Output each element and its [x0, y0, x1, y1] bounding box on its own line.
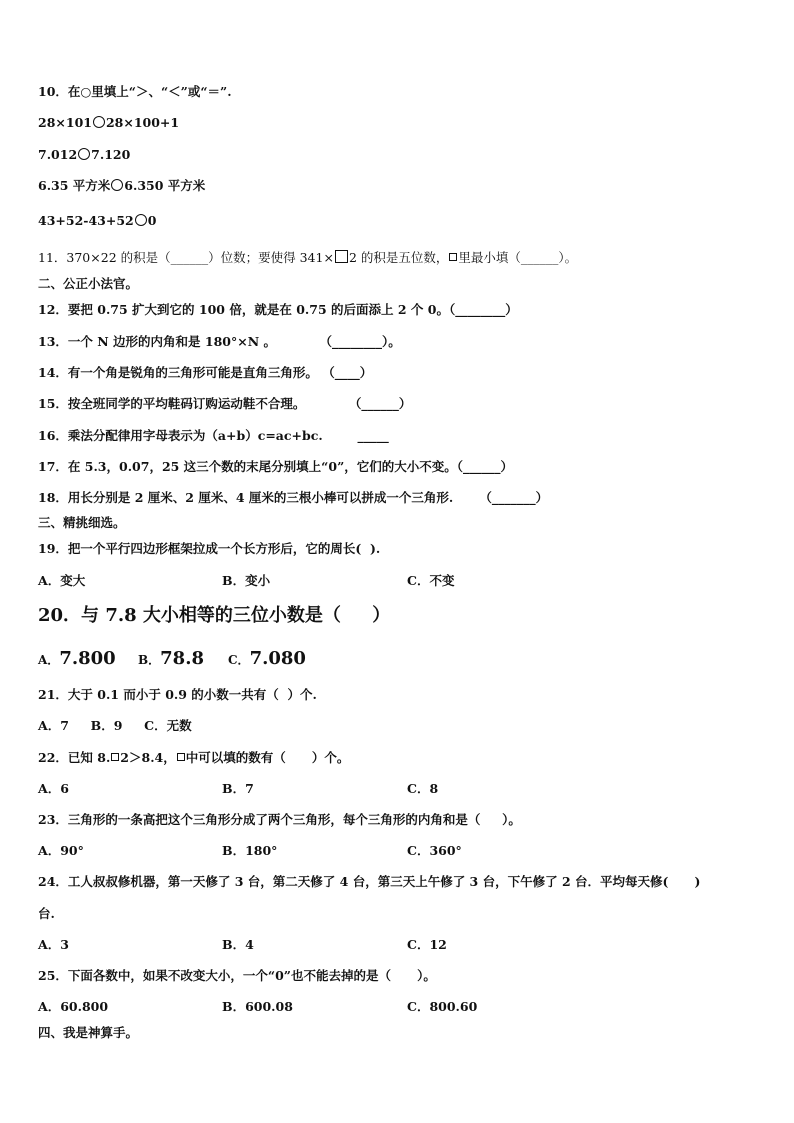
q11-part2: 2 的积是五位数， [348, 250, 449, 265]
question-22-stem [38, 750, 349, 766]
option-label: A． [38, 653, 60, 667]
option-b: B．600.08 [222, 999, 293, 1014]
question-21-stem: 21．大于 0.1 而小于 0.9 的小数一共有（ ）个. [38, 687, 317, 702]
small-square-icon [111, 753, 119, 761]
option-b: B．变小 [222, 573, 271, 588]
option-c: C．360° [407, 843, 462, 858]
question-10-stem: 10．在○里填上“＞、“＜”或“＝”. [38, 84, 232, 99]
question-24-stem-cont: 台. [38, 906, 55, 921]
q20-text: 20．与 7.8 大小相等的三位小数是（ ） [38, 605, 391, 626]
option-b [138, 648, 204, 671]
compare-right: 6.350 平方米 [124, 178, 206, 193]
option-label: C． [228, 653, 250, 667]
compare-left: 43+52-43+52 [38, 213, 134, 228]
q22-part1: 22．已知 8. [38, 750, 111, 765]
question-12: 12．要把 0.75 扩大到它的 100 倍，就是在 0.75 的后面添上 2 个 0。（________） [38, 302, 518, 317]
option-a: A．90° [38, 843, 84, 858]
compare-circle-icon [93, 116, 105, 128]
q22-part2: 2＞8.4， [120, 750, 176, 765]
question-24-stem: 24．工人叔叔修机器，第一天修了 3 台，第二天修了 4 台，第三天上午修了 3 台，下午修了 2 台．平均每天修( ) [38, 874, 701, 889]
question-17: 17．在 5.3，0.07，25 这三个数的末尾分别填上“0”，它们的大小不变。（______） [38, 459, 514, 474]
question-16: 16．乘法分配律用字母表示为（a+b）c=ac+bc. _____ [38, 428, 389, 443]
option-c: C．8 [407, 781, 439, 796]
question-15: 15．按全班同学的平均鞋码订购运动鞋不合理。 （______） [38, 396, 412, 411]
compare-left: 7.012 [38, 147, 78, 162]
question-11 [38, 250, 577, 266]
question-14: 14．有一个角是锐角的三角形可能是直角三角形。 （____） [38, 365, 373, 380]
option-a [38, 648, 116, 671]
question-19-stem: 19．把一个平行四边形框架拉成一个长方形后，它的周长( ). [38, 541, 381, 556]
question-13: 13．一个 N 边形的内角和是 180°×N 。 （________）。 [38, 334, 401, 349]
question-20-stem [38, 605, 390, 628]
section-2-heading: 二、公正小法官。 [38, 276, 139, 291]
option-c: C．12 [407, 937, 447, 952]
compare-item-2 [38, 147, 130, 163]
option-value: 78.8 [160, 648, 204, 669]
q22-part3: 中可以填的数有（ ）个。 [185, 750, 350, 765]
option-b: B．4 [222, 937, 254, 952]
option-a: A．变大 [38, 573, 86, 588]
option-c [228, 648, 306, 671]
option-value: 7.080 [249, 648, 306, 669]
option-b: B．7 [222, 781, 254, 796]
compare-right: 0 [147, 213, 157, 228]
question-18: 18．用长分别是 2 厘米、2 厘米、4 厘米的三根小棒可以拼成一个三角形. （_______） [38, 490, 549, 505]
compare-left: 6.35 平方米 [38, 178, 111, 193]
compare-left: 28×101 [38, 115, 92, 130]
question-23-stem: 23．三角形的一条高把这个三角形分成了两个三角形，每个三角形的内角和是（ ）。 [38, 812, 521, 827]
option-value: 7.800 [59, 648, 116, 669]
compare-right: 7.120 [91, 147, 131, 162]
q11-part1: 11．370×22 的积是（______）位数；要使得 341× [38, 250, 334, 265]
question-21-options: A．7 B．9 C．无数 [38, 718, 192, 733]
compare-circle-icon [135, 214, 147, 226]
small-square-icon [177, 753, 185, 761]
option-a: A．6 [38, 781, 69, 796]
section-3-heading: 三、精挑细选。 [38, 515, 126, 530]
option-c: C．800.60 [407, 999, 478, 1014]
compare-circle-icon [111, 179, 123, 191]
option-a: A．3 [38, 937, 69, 952]
compare-item-4 [38, 213, 156, 229]
small-square-icon [449, 253, 457, 261]
q11-part3: 里最小填（______）。 [458, 250, 578, 265]
compare-circle-icon [78, 148, 90, 160]
option-c: C．不变 [407, 573, 455, 588]
compare-item-3 [38, 178, 205, 194]
option-a: A．60.800 [38, 999, 109, 1014]
compare-right: 28×100+1 [105, 115, 180, 130]
option-label: B． [138, 653, 161, 667]
section-4-heading: 四、我是神算手。 [38, 1025, 139, 1040]
square-box-icon [335, 250, 348, 263]
compare-item-1 [38, 115, 179, 131]
question-25-stem: 25．下面各数中，如果不改变大小，一个“0”也不能去掉的是（ ）。 [38, 968, 436, 983]
option-b: B．180° [222, 843, 278, 858]
